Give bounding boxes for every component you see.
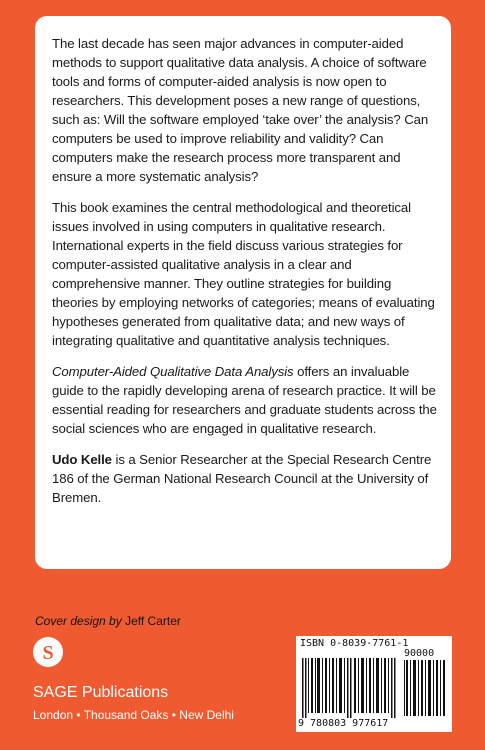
blurb-paragraph-3-text: offers an invaluable guide to the rapidly developing arena of research practice. It will be essential reading for researchers and graduate students across the social sciences who are engaged in qualitative research. xyxy=(52,364,437,436)
logo-letter: S xyxy=(42,642,54,664)
back-cover-blurb-panel xyxy=(35,16,451,569)
cover-design-label: Cover design by xyxy=(35,614,122,628)
ean-barcode-bars xyxy=(302,658,400,718)
author-bio xyxy=(52,450,439,507)
sage-logo-icon xyxy=(33,637,63,667)
blurb-paragraph-2: This book examines the central methodological and theoretical issues involved in using computers in qualitative research. International experts in the field discuss various strategies for computer-assisted qualitative analysis in a clear and comprehensive manner. They outline strategies for building theories by employing networks of categories; means of evaluating hypotheses generated from qualitative data; and new ways of integrating qualitative and quantitative analysis techniques. xyxy=(52,200,435,348)
addon-barcode-bars xyxy=(404,660,446,716)
cover-designer-name: Jeff Carter xyxy=(125,614,181,628)
author-name: Udo Kelle xyxy=(52,452,112,467)
barcode-addon-number: 90000 xyxy=(404,648,435,659)
author-bio-text: is a Senior Researcher at the Special Research Centre 186 of the German National Research Council at the University of Bremen. xyxy=(52,452,432,505)
isbn-number: ISBN 0-8039-7761-1 xyxy=(300,638,409,649)
blurb-paragraph-3 xyxy=(52,362,439,438)
publisher-cities: London • Thousand Oaks • New Delhi xyxy=(33,708,234,722)
ean-number: 9 780803 977617 xyxy=(298,718,389,729)
publisher-name: SAGE Publications xyxy=(33,684,169,701)
isbn-barcode xyxy=(296,636,452,732)
book-title: Computer-Aided Qualitative Data Analysis xyxy=(52,364,294,379)
cover-design-credit xyxy=(35,614,181,628)
blurb-paragraph-1: The last decade has seen major advances in computer-aided methods to support qualitative data analysis. A choice of software tools and forms of computer-aided analysis is now open to researchers. This development poses a new range of questions, such as: Will the software employed ‘take over’ the analysis? Can computers be used to improve reliability and validity? Can computers make the research process more transparent and ensure a more systematic analysis? xyxy=(52,36,429,184)
